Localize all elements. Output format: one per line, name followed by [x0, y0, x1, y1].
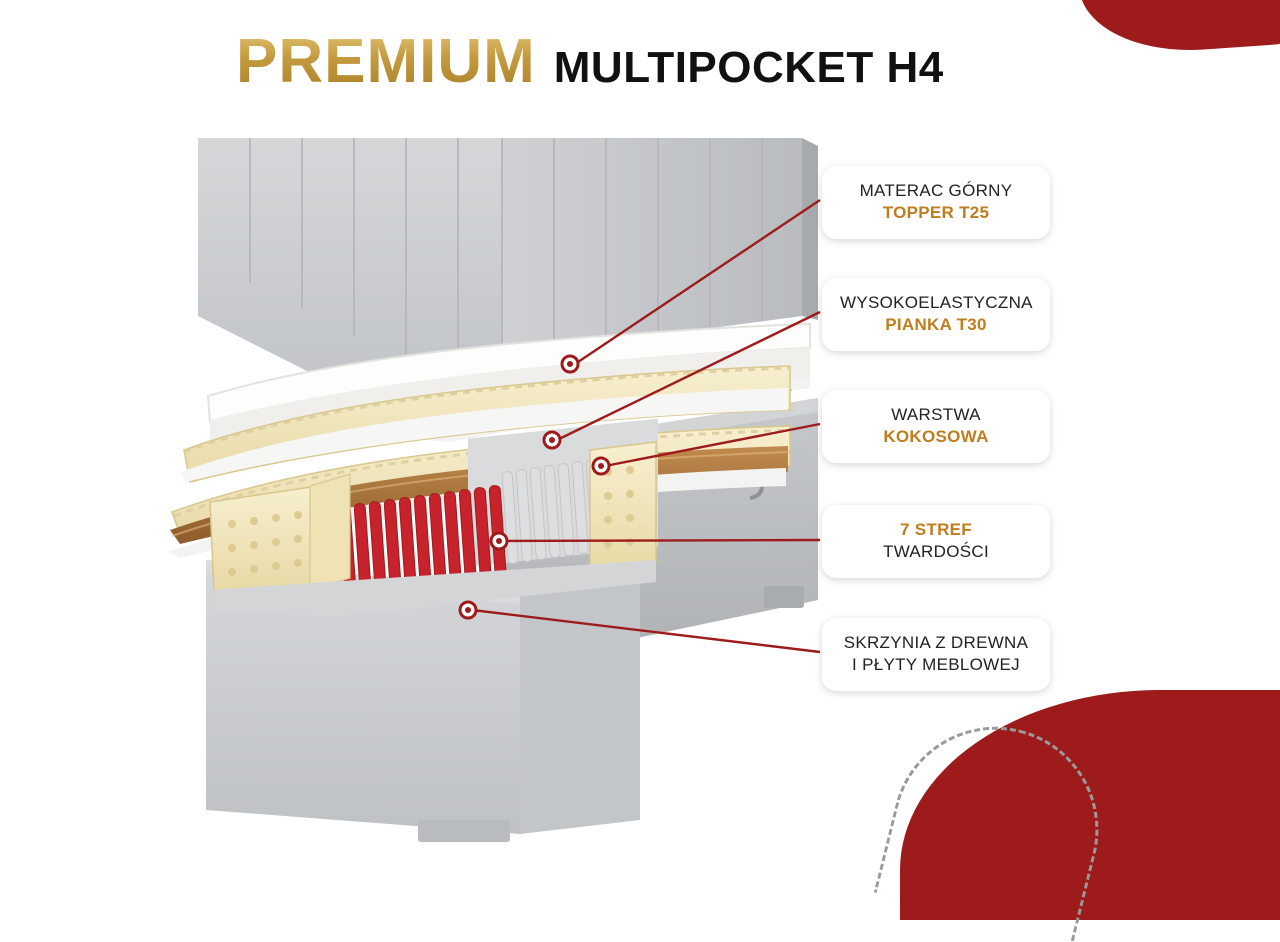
callout-zones-line1: 7 STREF — [899, 520, 972, 539]
callout-zones-line2: TWARDOŚCI — [883, 542, 989, 562]
callout-box — [822, 618, 1050, 691]
callout-foam-line2: PIANKA T30 — [885, 315, 987, 335]
callout-coconut-line1: WARSTWA — [891, 405, 981, 424]
callout-box-line2: I PŁYTY MEBLOWEJ — [852, 655, 1020, 675]
callout-coconut-line2: KOKOSOWA — [883, 427, 989, 447]
callout-coconut — [822, 390, 1050, 463]
bed-cutaway-illustration — [150, 120, 850, 860]
decor-corner-top-right — [1076, 0, 1280, 58]
callout-box-line1: SKRZYNIA Z DREWNA — [843, 633, 1029, 652]
callout-foam — [822, 278, 1050, 351]
page-title — [236, 26, 944, 97]
title-premium: PREMIUM — [236, 27, 536, 96]
callout-topper — [822, 166, 1050, 239]
title-model: MULTIPOCKET H4 — [553, 43, 944, 92]
callout-foam-line1: WYSOKOELASTYCZNA — [840, 293, 1033, 312]
callout-topper-line2: TOPPER T25 — [882, 203, 990, 223]
callout-zones — [822, 505, 1050, 578]
callout-topper-line1: MATERAC GÓRNY — [859, 181, 1013, 200]
